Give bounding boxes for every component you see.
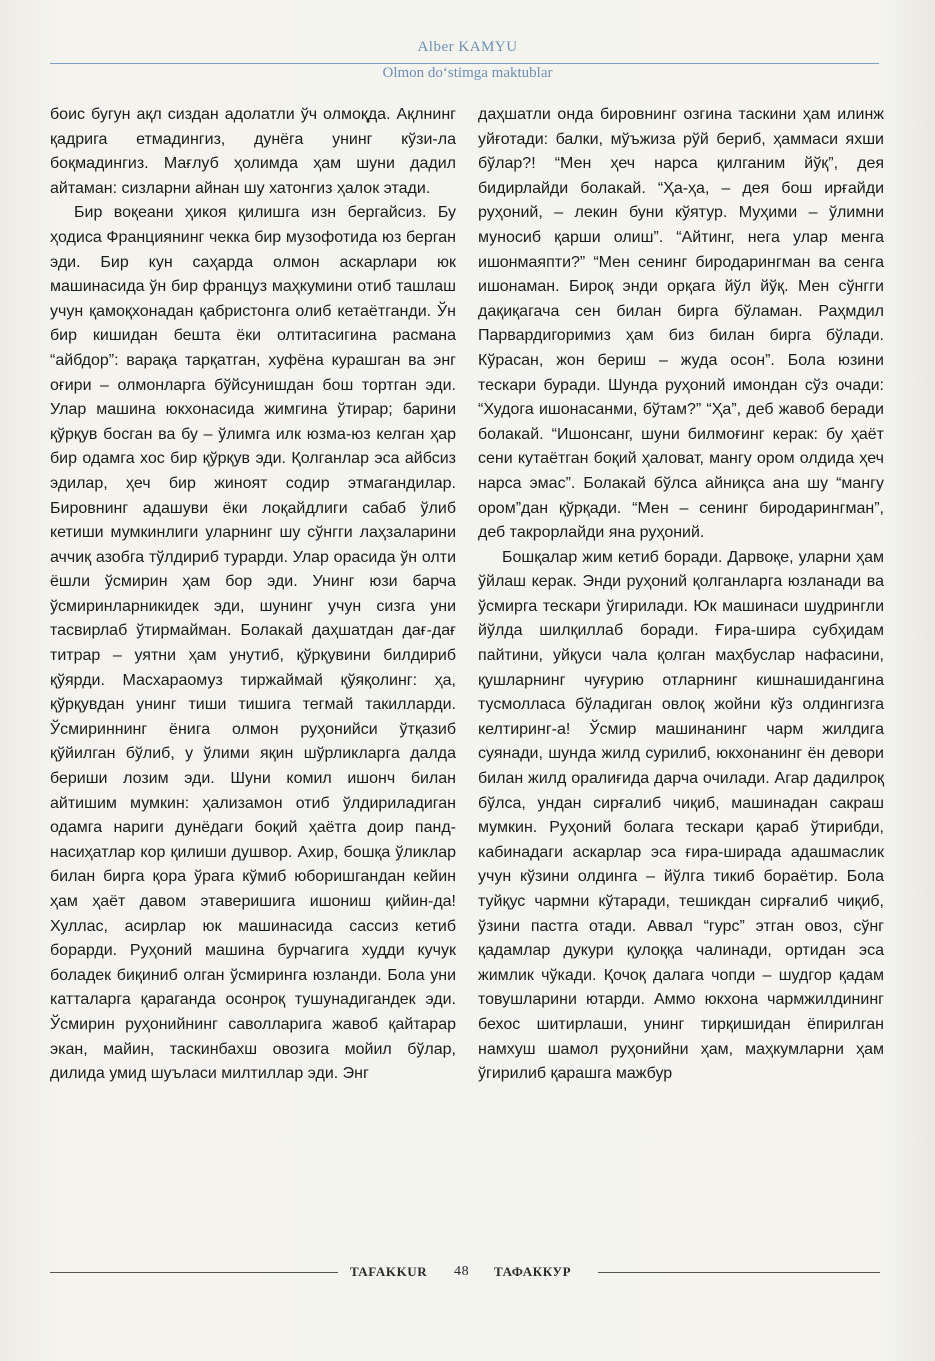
- paragraph: Бир воқеани ҳикоя қилишга изн бергайсиз. Бу ҳодиса Франциянинг чекка бир музофотида юз берган эди. Бир кун саҳарда олмон аскарлари юк машинасида ўн бир француз маҳкумини отиб ташлаш учун қамоқхонадан қабристонга олиб кетаётганди. Ўн бир кишидан бешта ёки олтитасигина расмана “айбдор”: варақа тарқатган, хуфёна курашган ва энг оғири – олмонларга бўйсунишдан бош тортган эди. Улар машина юкхонасида жимгина ўтирар; барини қўрқув босган ва бу – ўлимга илк юзма-юз келган ҳар бир одамга хос бир қўрқув эди. Қолганлар эса айбсиз эдилар, ҳеч бир жиноят содир этмагандилар. Бировнинг адашуви ёки лоқайдлиги сабаб ўлиб кетиши мумкинлиги уларнинг шу сўнгги лаҳзаларини аччиқ азобга тўлдириб турарди. Улар орасида ўн олти ёшли ўсмирин ҳам бор эди. Унинг юзи барча ўсмиринларникидек эди, шунинг учун сизга уни тасвирлаб ўтирмайман. Болакай даҳшатдан дағ-дағ титрар – уятни ҳам унутиб, қўрқувини билдириб қўярди. Масхараомуз тиржаймай қўяқолинг: ҳа, қўрқувдан унинг тиши тишига тегмай такилларди. Ўсмириннинг ёнига олмон руҳонийси ўтқазиб қўйилган бўлиб, у ўлими яқин шўрликларга далда бериши лозим эди. Шуни комил ишонч билан айтишим мумкин: ҳализамон отиб ўлдириладиган одамга нариги дунёдаги боқий ҳаётга доир панд-насиҳатлар кор қилиши душвор. Ахир, бошқа ўликлар билан бирга қора ўрага кўмиб юборишгандан кейин ҳам ҳаёт давом этаверишига ишониш қийин-да! Хуллас, асирлар юк машинасида сассиз кетиб борарди. Руҳоний машина бурчагига худди кучук боладек биқиниб олган ўсмиринга юзланди. Бола уни катталарга қараганда осонроқ тушунадигандек эди. Ўсмирин руҳонийнинг саволларига жавоб қайтарар экан, майин, таскинбахш овозига мойил бўлар, дилида умид шуъласи милтиллар эди. Энг: [50, 204, 456, 1083]
- paragraph: Бошқалар жим кетиб боради. Дарвоқе, уларни ҳам ўйлаш керак. Энди руҳоний қолганларга юзланади ва ўсмирга тескари ўгирилади. Юк машинаси шудрингли йўлда шилқиллаб боради. Ғира-шира субҳидам пайтини, уйқуси чала қолган маҳбуслар нафасини, қушларнинг чуғурию отларнинг кишнашидангина тусмолласа бўладиган овлоқ жойни кўз олдингизга келтиринг-а! Ўсмир машинанинг чарм жилдига суянади, шунда жилд сурилиб, юкхонанинг ён девори билан жилд оралиғида дарча очилади. Агар дадилроқ бўлса, ундан сирғалиб чиқиб, машинадан сакраш мумкин. Руҳоний болага тескари қараб ўтирибди, кабинадаги аскарлар эса ғира-ширада адашмаслик учун кўзини олдинга – йўлга тикиб бораётир. Бола туйқус чармни кўтаради, тешикдан сирғалиб чиқиб, ўзини пастга отади. Аввал “гурс” этган овоз, сўнг қадамлар дукури қулоққа чалинади, ортидан эса жимлик чўкади. Қочоқ далага чопди – шудгор қадам товушларини ютарди. Аммо юкхона чармжилдининг бехос шитирлаши, унинг тирқишидан ёпирилган намхуш шамол руҳонийни ҳам, маҳкумларни ҳам ўгирилиб қарашга мажбур: [478, 548, 884, 1083]
- header-author: Alber KAMYU: [417, 39, 518, 55]
- footer-journal-cyrillic: ТАФАККУР: [494, 1264, 572, 1279]
- paragraph: боис бугун ақл сиздан адолатли ўч олмоқда. Ақлнинг қадрига етмадингиз, дунёга унинг кўзи-ла боқмадингиз. Мағлуб ҳолимда ҳам шуни дадил айтаман: сизларни айнан шу хатонгиз ҳалок этади.: [50, 106, 456, 197]
- page-footer: [0, 1262, 935, 1282]
- running-header: [0, 38, 935, 81]
- right-column: [478, 103, 884, 1087]
- footer-rule-right: [598, 1272, 880, 1273]
- left-column: [50, 103, 456, 1087]
- header-subtitle: Olmon do‘stimga maktublar: [382, 65, 553, 81]
- paragraph: даҳшатли онда бировнинг озгина таскини ҳам илинж уйғотади: балки, мўъжиза рўй бериб, ҳаммаси яхши бўлар?! “Мен ҳеч нарса қилганим йўқ”, дея бидирлайди болакай. “Ҳа-ҳа, – дея бош ирғайди руҳоний, – лекин буни кўятур. Муҳими – ўлимни муносиб қарши олиш”. “Айтинг, нега улар менга ишонмаяпти?” “Мен сенинг биродарингман ва сенга ишонаман. Бироқ энди орқага йўл йўқ. Мен сўнгги дақиқагача сен билан бирга бўламан. Раҳмдил Парвардигоримиз ҳам биз билан бирга бўлади. Кўрасан, жон бериш – жуда осон”. Бола юзини тескари буради. Шунда руҳоний имондан сўз очади: “Худога ишонасанми, бўтам?” “Ҳа”, деб жавоб беради болакай. “Ишонсанг, шуни билмоғинг керак: бу ҳаёт сени кутаётган боқий ҳаловат, мангу ором олдида ҳеч нарса эмас”. Болакай бўлса айниқса ана шу “мангу ором”дан қўрқади. “Мен – сенинг биродарингман”, деб такрорлайди яна руҳоний.: [478, 106, 884, 542]
- page-number: 48: [454, 1264, 470, 1279]
- footer-rule-left: [50, 1272, 338, 1273]
- footer-journal-latin: TAFAKKUR: [350, 1264, 428, 1279]
